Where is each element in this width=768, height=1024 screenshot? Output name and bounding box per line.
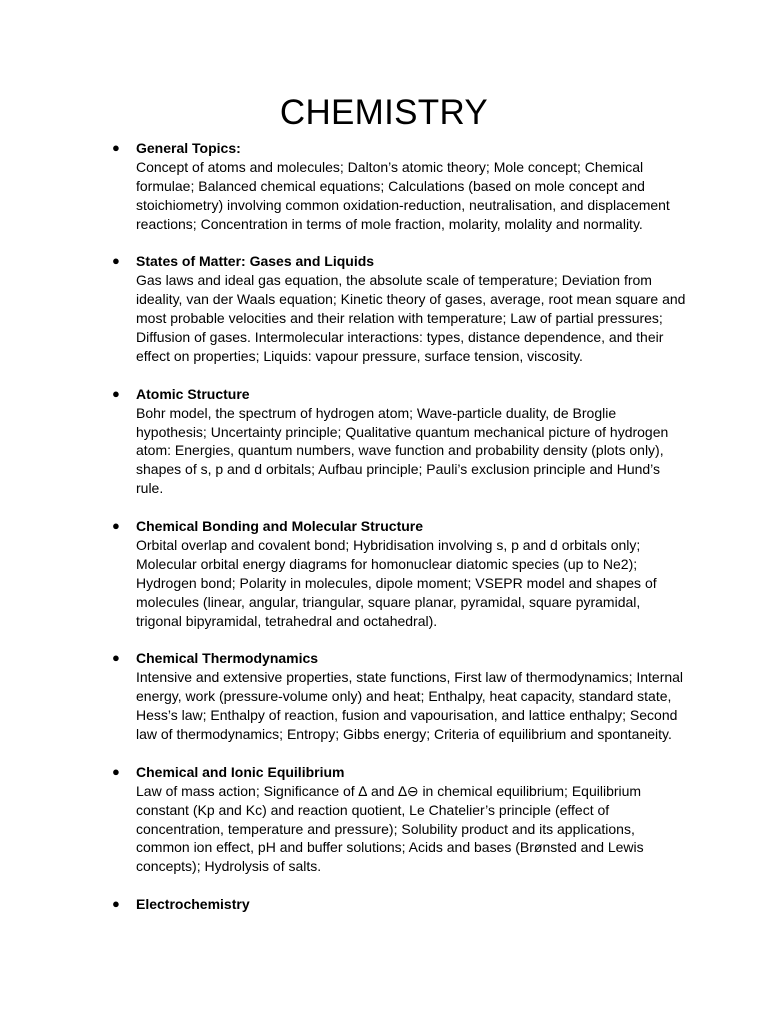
topic-body: Orbital overlap and covalent bond; Hybridisation involving s, p and d orbitals only; Molecular orbital energy diagrams for homonuclear diatomic species (up to Ne2); Hydrogen bond; Polarity in molecules, dipole moment; VSEPR model and shapes of molecules (linear, angular, triangular, square planar, pyramidal, square pyramidal, trigonal bipyramidal, tetrahedral and octahedral). [136,536,657,629]
bullet-icon: ● [112,140,120,155]
bullet-icon: ● [112,763,120,779]
bullet-icon: ● [112,650,120,666]
topic-heading: Atomic Structure [136,385,250,402]
topic-item [0,252,768,365]
topic-item [0,649,768,744]
topic-heading: Chemical Thermodynamics [136,650,319,667]
topic-body: Law of mass action; Significance of ∆ and ∆⊖ in chemical equilibrium; Equilibrium constant (Kp and Kc) and reaction quotient, Le Chatelier’s principle (effect of concentration, temperature and pressure); Solubility product and its applications, common ion effect, pH and buffer solutions; Acids and bases (Brønsted and Lewis concepts); Hydrolysis of salts. [136,782,644,875]
topic-heading: General Topics: [136,140,241,156]
topic-heading: Electrochemistry [136,896,250,913]
topic-item [0,385,768,498]
topic-body: Concept of atoms and molecules; Dalton’s atomic theory; Mole concept; Chemical formulae; Balanced chemical equations; Calculations (based on mole concept and stoichiometry) involving common oxidation-reduction, neutralisation, and displacement reactions; Concentration in terms of mole fraction, molarity, molality and normality. [136,158,670,232]
bullet-icon: ● [112,253,120,269]
bullet-icon: ● [112,518,120,534]
topic-item [0,895,768,914]
topic-body: Intensive and extensive properties, state functions, First law of thermodynamics; Internal energy, work (pressure-volume only) and heat; Enthalpy, heat capacity, standard state, Hess’s law; Enthalpy of reaction, fusion and vapourisation, and lattice enthalpy; Second law of thermodynamics; Entropy; Gibbs energy; Criteria of equilibrium and spontaneity. [136,669,684,743]
bullet-icon: ● [112,385,120,401]
topic-heading: Chemical and Ionic Equilibrium [136,763,345,780]
topic-body: Bohr model, the spectrum of hydrogen atom; Wave-particle duality, de Broglie hypothesis; Uncertainty principle; Qualitative quantum mechanical picture of hydrogen atom: Energies, quantum numbers, wave function and probability density (plots only), shapes of s, p and d orbitals; Aufbau principle; Pauli’s exclusion principle and Hund’s rule. [136,404,669,497]
page-title: CHEMISTRY [279,93,489,132]
topic-item [0,139,768,234]
topic-body: Gas laws and ideal gas equation, the absolute scale of temperature; Deviation from ideality, van der Waals equation; Kinetic theory of gases, average, root mean square and most probable velocities and their relation with temperature; Law of partial pressures; Diffusion of gases. Intermolecular interactions: types, distance dependence, and their effect on properties; Liquids: vapour pressure, surface tension, viscosity. [136,272,686,364]
topic-heading: States of Matter: Gases and Liquids [136,253,375,270]
topic-list [0,139,768,933]
topic-heading: Chemical Bonding and Molecular Structure [136,518,424,535]
topic-item [0,763,768,876]
topic-item [0,517,768,630]
bullet-icon: ● [112,896,120,912]
